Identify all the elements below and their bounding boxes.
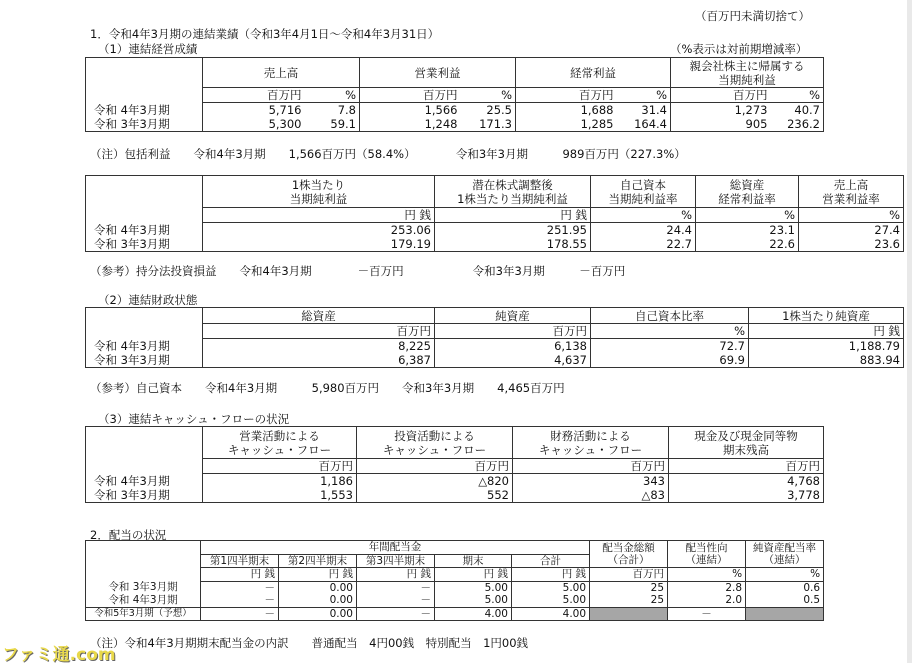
unit-cell: 円 銭	[279, 568, 357, 582]
value-cell: 22.6	[696, 237, 799, 252]
comprehensive-income-note: （注）包括利益 令和4年3月期 1,566百万円（58.4%） 令和3年3月期 989百万円（227.3%）	[90, 147, 686, 161]
table-row	[86, 488, 824, 503]
unit-cell: 百万円	[203, 324, 435, 339]
value-cell: 251.95	[435, 223, 591, 238]
value-cell: 5.00	[435, 581, 512, 594]
value-cell: 1,285	[516, 117, 617, 132]
value-cell: 24.4	[591, 223, 696, 238]
row-label: 令和 4年3月期	[86, 339, 203, 354]
value-cell: 5,716	[203, 103, 305, 118]
value-cell: 25	[590, 581, 668, 594]
value-cell-shaded	[590, 607, 668, 621]
label-cell	[86, 88, 203, 103]
unit-cell: 円 銭	[749, 324, 904, 339]
value-cell: 253.06	[203, 223, 435, 238]
unit-cell: 百万円	[360, 88, 461, 103]
header-op-margin: 売上高 営業利益率	[799, 176, 904, 208]
value-cell: 27.4	[799, 223, 904, 238]
header-net-income: 親会社株主に帰属する 当期純利益	[671, 58, 824, 88]
corner-cell	[86, 308, 203, 324]
unit-cell: 円 銭	[512, 568, 590, 582]
value-cell: 1,186	[203, 474, 357, 489]
value-cell: 0.00	[279, 594, 357, 607]
section2-title: 2．配当の状況	[90, 528, 167, 542]
value-cell: 179.19	[203, 237, 435, 252]
row-label: 令和 4年3月期	[86, 594, 201, 607]
unit-cell: 百万円	[669, 459, 824, 474]
value-cell: 4.00	[435, 607, 512, 621]
value-cell: －	[201, 594, 279, 607]
header-equity-ratio: 自己資本比率	[591, 308, 749, 324]
value-cell: 40.7	[771, 103, 824, 118]
unit-cell: %	[305, 88, 360, 103]
value-cell: 0.6	[746, 581, 824, 594]
value-cell: 164.4	[617, 117, 671, 132]
s1-3-title: （2）連結財政状態	[98, 293, 198, 307]
header-eps: 1株当たり 当期純利益	[203, 176, 435, 208]
header-ordinary-income: 経常利益	[516, 58, 671, 88]
header-sales: 売上高	[203, 58, 360, 88]
value-cell: 1,553	[203, 488, 357, 503]
header-q2: 第2四半期末	[279, 554, 357, 568]
dividends-table	[85, 540, 824, 621]
header-total-dividend: 配当金総額 （合計）	[590, 541, 668, 568]
unit-cell: %	[591, 324, 749, 339]
header-operating-income: 営業利益	[360, 58, 516, 88]
unit-cell: 百万円	[203, 459, 357, 474]
row-label: 令和5年3月期（予想）	[86, 607, 201, 621]
unit-cell: 円 銭	[203, 208, 435, 223]
table-row	[86, 103, 824, 118]
header-payout-ratio: 配当性向 （連結）	[668, 541, 746, 568]
header-financing-cf: 財務活動による キャッシュ・フロー	[513, 427, 669, 459]
table-row	[86, 223, 904, 238]
value-cell: 31.4	[617, 103, 671, 118]
header-year-end: 期末	[435, 554, 512, 568]
value-cell: 0.00	[279, 581, 357, 594]
value-cell: 25	[590, 594, 668, 607]
unit-cell: 百万円	[516, 88, 617, 103]
value-cell: 23.6	[799, 237, 904, 252]
section1-title: 1．令和4年3月期の連結業績（令和3年4月1日～令和4年3月31日）	[90, 27, 440, 41]
unit-cell: 円 銭	[201, 568, 279, 582]
unit-cell: 百万円	[435, 324, 591, 339]
value-cell: 5.00	[512, 581, 590, 594]
value-cell: 1,188.79	[749, 339, 904, 354]
unit-cell: %	[591, 208, 696, 223]
value-cell: 0.5	[746, 594, 824, 607]
value-cell: 883.94	[749, 353, 904, 368]
value-cell: 5.00	[435, 594, 512, 607]
unit-cell: 円 銭	[435, 208, 591, 223]
value-cell-shaded	[746, 607, 824, 621]
row-label: 令和 4年3月期	[86, 103, 203, 118]
value-cell: 236.2	[771, 117, 824, 132]
value-cell: 5,300	[203, 117, 305, 132]
value-cell: 178.55	[435, 237, 591, 252]
value-cell: 2.0	[668, 594, 746, 607]
unit-cell: 円 銭	[435, 568, 512, 582]
value-cell: 552	[357, 488, 513, 503]
cash-flow-table	[85, 426, 824, 503]
value-cell: 343	[513, 474, 669, 489]
value-cell: 7.8	[305, 103, 360, 118]
value-cell: △83	[513, 488, 669, 503]
value-cell: －	[201, 581, 279, 594]
header-q1: 第1四半期末	[201, 554, 279, 568]
table-row	[86, 237, 904, 252]
value-cell: 4,637	[435, 353, 591, 368]
table-row	[86, 353, 904, 368]
value-cell: －	[357, 581, 435, 594]
unit-cell: %	[746, 568, 824, 582]
value-cell: 905	[671, 117, 771, 132]
header-doe: 純資産配当率 （連結）	[746, 541, 824, 568]
value-cell: 22.7	[591, 237, 696, 252]
unit-cell: %	[461, 88, 516, 103]
value-cell: 1,566	[360, 103, 461, 118]
header-q3: 第3四半期末	[357, 554, 435, 568]
value-cell: 171.3	[461, 117, 516, 132]
header-total-assets: 総資産	[203, 308, 435, 324]
header-net-assets: 純資産	[435, 308, 591, 324]
s1-1-note: （%表示は対前期増減率）	[670, 42, 808, 56]
value-cell: 4,768	[669, 474, 824, 489]
value-cell: 1,688	[516, 103, 617, 118]
header-annual-dividend: 年間配当金	[201, 541, 590, 555]
table-row	[86, 594, 824, 607]
table-row	[86, 474, 824, 489]
unit-cell: %	[668, 568, 746, 582]
value-cell: 4.00	[512, 607, 590, 621]
value-cell: 59.1	[305, 117, 360, 132]
value-cell: 69.9	[591, 353, 749, 368]
label-cell	[86, 208, 203, 223]
corner-cell	[86, 541, 201, 568]
corner-cell	[86, 176, 203, 208]
value-cell: 1,273	[671, 103, 771, 118]
label-cell	[86, 324, 203, 339]
value-cell: －	[357, 594, 435, 607]
row-label: 令和 3年3月期	[86, 237, 203, 252]
value-cell: 1,248	[360, 117, 461, 132]
unit-cell: %	[696, 208, 799, 223]
value-cell: 3,778	[669, 488, 824, 503]
table-row	[86, 117, 824, 132]
unit-cell: 円 銭	[357, 568, 435, 582]
value-cell: 72.7	[591, 339, 749, 354]
value-cell: 6,387	[203, 353, 435, 368]
s1-1-title: （1）連結経営成績	[98, 42, 198, 56]
row-label: 令和 3年3月期	[86, 117, 203, 132]
row-label: 令和 3年3月期	[86, 488, 203, 503]
value-cell: 5.00	[512, 594, 590, 607]
value-cell: 23.1	[696, 223, 799, 238]
table-row	[86, 339, 904, 354]
value-cell: 0.00	[279, 607, 357, 621]
row-label: 令和 4年3月期	[86, 223, 203, 238]
unit-note: （百万円未満切捨て）	[695, 9, 810, 23]
unit-cell: 百万円	[590, 568, 668, 582]
unit-cell: 百万円	[203, 88, 305, 103]
per-share-ratios-table	[85, 175, 904, 252]
header-roe: 自己資本 当期純利益率	[591, 176, 696, 208]
value-cell: 2.8	[668, 581, 746, 594]
dividend-breakdown-note: （注）令和4年3月期期末配当金の内訳 普通配当 4円00銭 特別配当 1円00銭	[90, 636, 529, 650]
value-cell: －	[201, 607, 279, 621]
corner-cell	[86, 58, 203, 88]
row-label: 令和 3年3月期	[86, 353, 203, 368]
corner-cell	[86, 427, 203, 459]
unit-cell: 百万円	[671, 88, 771, 103]
value-cell: －	[668, 607, 746, 621]
watermark-logo: ファミ通.com	[2, 645, 116, 665]
value-cell: 8,225	[203, 339, 435, 354]
financial-position-table	[85, 307, 904, 368]
unit-cell: 百万円	[357, 459, 513, 474]
header-bps: 1株当たり純資産	[749, 308, 904, 324]
unit-cell: %	[799, 208, 904, 223]
unit-cell: %	[771, 88, 824, 103]
label-cell	[86, 459, 203, 474]
page-edge	[907, 0, 912, 663]
table-row	[86, 581, 824, 594]
header-total: 合計	[512, 554, 590, 568]
header-roa: 総資産 経常利益率	[696, 176, 799, 208]
value-cell: △820	[357, 474, 513, 489]
label-cell	[86, 568, 201, 582]
operating-results-table	[85, 57, 824, 132]
s1-4-title: （3）連結キャッシュ・フローの状況	[98, 412, 290, 426]
header-investing-cf: 投資活動による キャッシュ・フロー	[357, 427, 513, 459]
equity-method-note: （参考）持分法投資損益 令和4年3月期 －百万円 令和3年3月期 －百万円	[90, 264, 626, 278]
value-cell: 25.5	[461, 103, 516, 118]
header-cash-balance: 現金及び現金同等物 期末残高	[669, 427, 824, 459]
header-operating-cf: 営業活動による キャッシュ・フロー	[203, 427, 357, 459]
row-label: 令和 4年3月期	[86, 474, 203, 489]
value-cell: 6,138	[435, 339, 591, 354]
value-cell: －	[357, 607, 435, 621]
equity-note: （参考）自己資本 令和4年3月期 5,980百万円 令和3年3月期 4,465百万円	[90, 381, 565, 395]
row-label: 令和 3年3月期	[86, 581, 201, 594]
table-row	[86, 607, 824, 621]
unit-cell: %	[617, 88, 671, 103]
header-diluted-eps: 潜在株式調整後 1株当たり当期純利益	[435, 176, 591, 208]
unit-cell: 百万円	[513, 459, 669, 474]
